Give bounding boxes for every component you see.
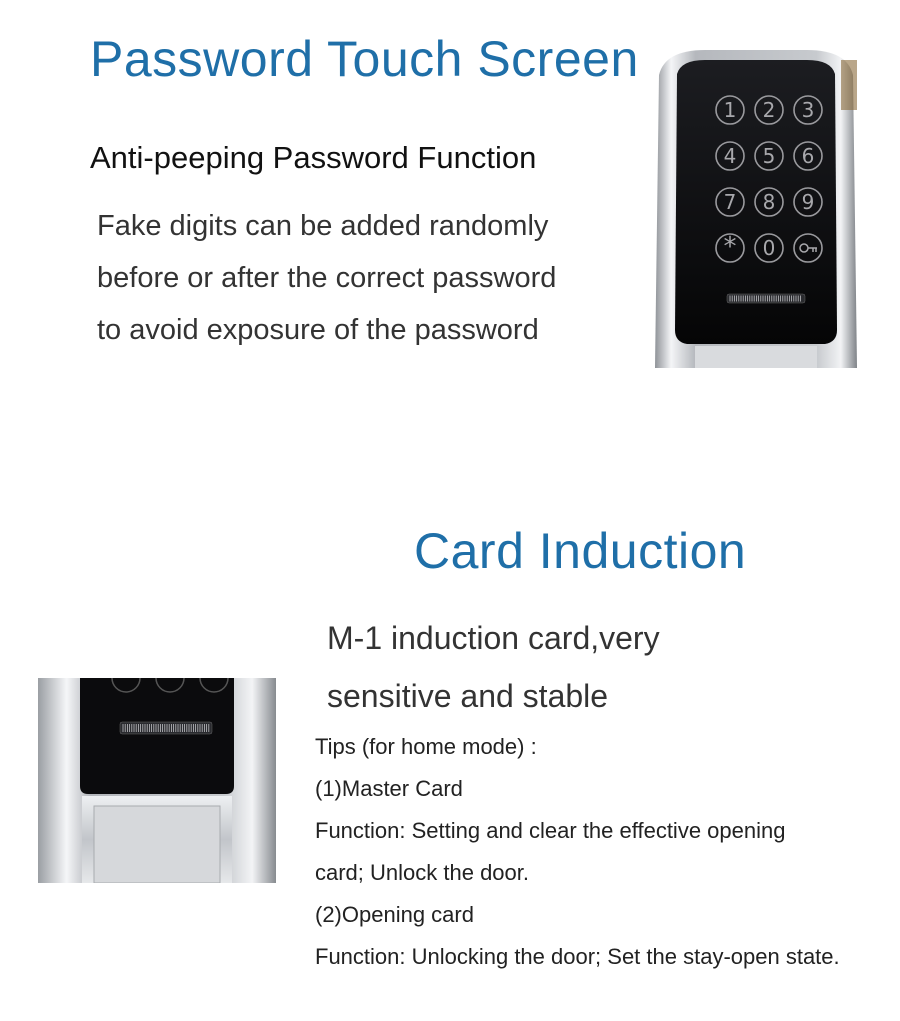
- description-line: before or after the correct password: [97, 262, 557, 294]
- keypad-key-label: 6: [801, 144, 815, 168]
- tips-line: Function: Setting and clear the effective opening: [315, 818, 786, 843]
- headline-line: sensitive and stable: [327, 678, 609, 714]
- card-reader-grille: [727, 294, 805, 303]
- keypad-key-label: 4: [723, 144, 737, 168]
- section-title-password: Password Touch Screen: [90, 31, 639, 87]
- keypad-key-label: 3: [801, 98, 815, 122]
- tips-line: (1)Master Card: [315, 776, 463, 801]
- keypad-key-label: 8: [762, 190, 776, 214]
- section-subtitle-anti-peeping: Anti-peeping Password Function: [90, 140, 537, 175]
- tips-line: card; Unlock the door.: [315, 860, 530, 885]
- keypad-key-label: 1: [723, 98, 737, 122]
- tips-line: (2)Opening card: [315, 902, 474, 927]
- description-line: Fake digits can be added randomly: [97, 210, 549, 242]
- description-line: to avoid exposure of the password: [97, 314, 539, 346]
- keypad-key-label: 9: [801, 190, 815, 214]
- section-title-card-induction: Card Induction: [414, 523, 747, 579]
- card-reader-lock-image: [38, 678, 276, 883]
- keypad-key-label: 5: [762, 144, 776, 168]
- keypad-key-label: 0: [762, 236, 776, 260]
- tips-line: Function: Unlocking the door; Set the stay-open state.: [315, 944, 840, 969]
- keypad-key-label: *: [723, 232, 737, 262]
- keypad-key-label: 7: [723, 190, 737, 214]
- headline-line: M-1 induction card,very: [327, 620, 660, 656]
- keypad-lock-image: [655, 50, 857, 368]
- tips-line: Tips (for home mode) :: [315, 734, 537, 759]
- keypad-key-label: 2: [762, 98, 776, 122]
